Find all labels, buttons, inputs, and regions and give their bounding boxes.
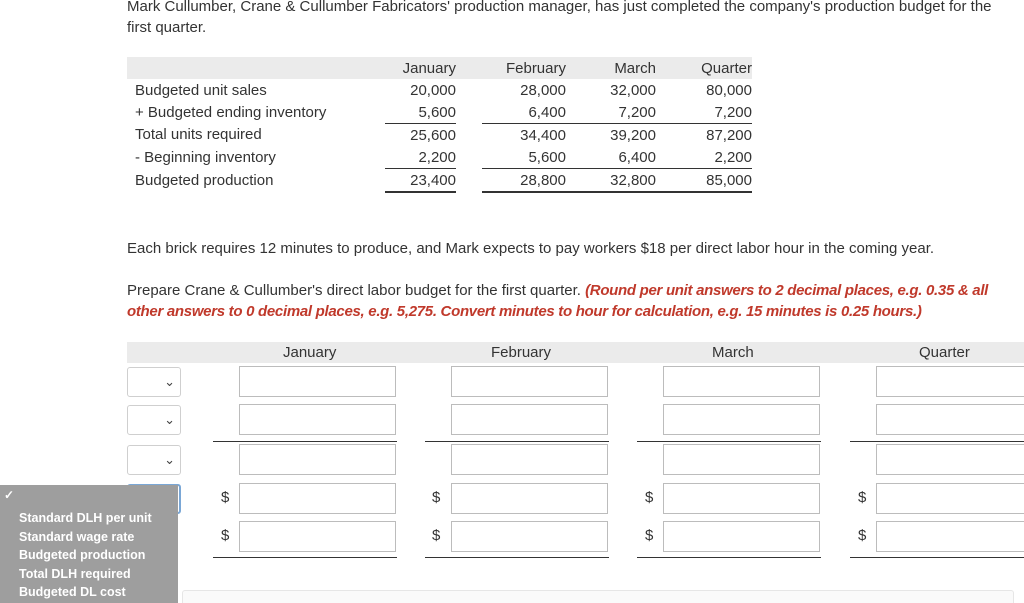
info-text: Each brick requires 12 minutes to produce, and Mark expects to pay workers $18 per direct labor hour in the coming year. [127, 240, 935, 257]
production-budget-header-row [127, 57, 752, 79]
row-label-select[interactable] [127, 367, 181, 397]
row-value: 28,000 [520, 81, 566, 99]
currency-symbol: $ [645, 527, 654, 544]
row-value: 5,600 [385, 101, 456, 124]
row-label-select[interactable] [127, 445, 181, 475]
production-budget-row [127, 124, 752, 147]
input-march-row4[interactable] [663, 483, 820, 514]
row-label: - Beginning inventory [135, 148, 276, 166]
input-february-row1[interactable] [451, 366, 608, 397]
input-january-row2[interactable] [239, 404, 396, 435]
row-value: 85,000 [656, 169, 752, 193]
header-february: February [482, 57, 566, 79]
row-value: 32,000 [610, 81, 656, 99]
instruction-text: Prepare Crane & Cullumber's direct labor budget for the first quarter. [127, 282, 581, 299]
row-value: 6,400 [482, 101, 566, 124]
production-budget-row [127, 79, 752, 101]
row-label-dropdown-menu [0, 485, 178, 603]
currency-symbol: $ [221, 489, 230, 506]
currency-symbol: $ [858, 489, 867, 506]
row-label-select[interactable] [127, 405, 181, 435]
dropdown-option[interactable]: Budgeted DL cost [19, 585, 126, 599]
chevron-down-icon: ⌄ [164, 452, 175, 467]
production-budget-row [127, 146, 752, 169]
total-rule [637, 441, 821, 442]
row-value: 23,400 [385, 169, 456, 193]
input-february-row4[interactable] [451, 483, 608, 514]
input-march-row5[interactable] [663, 521, 820, 552]
total-rule [425, 557, 609, 558]
row-value: 80,000 [706, 81, 752, 99]
row-label: Total units required [135, 126, 262, 144]
total-rule [850, 557, 1024, 558]
labor-budget-header-bar [127, 342, 1024, 363]
instruction-paragraph [127, 280, 1017, 322]
row-label: Budgeted production [135, 171, 274, 189]
input-january-row4[interactable] [239, 483, 396, 514]
input-march-row1[interactable] [663, 366, 820, 397]
input-march-row2[interactable] [663, 404, 820, 435]
row-value: 39,200 [610, 126, 656, 144]
labor-header-march: March [712, 344, 754, 361]
currency-symbol: $ [432, 489, 441, 506]
chevron-down-icon: ⌄ [164, 412, 175, 427]
row-value: 6,400 [566, 146, 656, 169]
row-value: 7,200 [656, 101, 752, 124]
input-quarter-row4[interactable] [876, 483, 1024, 514]
input-january-row5[interactable] [239, 521, 396, 552]
selected-check-icon: ✓ [4, 488, 15, 502]
input-february-row5[interactable] [451, 521, 608, 552]
production-budget-row [127, 169, 752, 193]
instruction-note: (Round per unit answers to 2 decimal places, e.g. 0.35 & all other answers to 0 decimal places, e.g. 5,275. Convert minutes to hour for calculation, e.g. 15 minutes is 0.25 hours.) [127, 282, 989, 320]
input-february-row3[interactable] [451, 444, 608, 475]
row-label: Budgeted unit sales [135, 81, 267, 99]
production-budget-table [127, 57, 752, 193]
header-march: March [566, 57, 656, 79]
labor-header-january: January [283, 344, 337, 361]
input-march-row3[interactable] [663, 444, 820, 475]
input-february-row2[interactable] [451, 404, 608, 435]
total-rule [637, 557, 821, 558]
input-quarter-row2[interactable] [876, 404, 1024, 435]
header-quarter: Quarter [656, 57, 752, 79]
total-rule [850, 441, 1024, 442]
total-rule [425, 441, 609, 442]
row-value: 7,200 [566, 101, 656, 124]
row-value: 5,600 [482, 146, 566, 169]
input-january-row3[interactable] [239, 444, 396, 475]
labor-header-quarter: Quarter [919, 344, 970, 361]
dropdown-option[interactable]: Standard wage rate [19, 529, 135, 544]
dropdown-option[interactable]: Total DLH required [19, 566, 131, 581]
currency-symbol: $ [432, 527, 441, 544]
production-budget-row [127, 101, 752, 124]
header-blank [127, 57, 385, 79]
intro-text: Mark Cullumber, Crane & Cullumber Fabricators' production manager, has just completed the company's production budget for the first quarter. [127, 0, 992, 36]
total-rule [213, 441, 397, 442]
labor-header-february: February [491, 344, 552, 361]
dropdown-option[interactable]: Standard DLH per unit [19, 511, 152, 525]
bottom-panel-edge [182, 590, 1014, 603]
input-quarter-row3[interactable] [876, 444, 1024, 475]
total-rule [213, 557, 397, 558]
row-value: 2,200 [385, 146, 456, 169]
row-value: 28,800 [482, 169, 566, 193]
row-value: 25,600 [410, 126, 456, 144]
input-january-row1[interactable] [239, 366, 396, 397]
input-quarter-row5[interactable] [876, 521, 1024, 552]
row-value: 2,200 [656, 146, 752, 169]
row-value: 20,000 [410, 81, 456, 99]
currency-symbol: $ [221, 527, 230, 544]
currency-symbol: $ [858, 527, 867, 544]
row-label: + Budgeted ending inventory [135, 103, 327, 121]
row-value: 32,800 [566, 169, 656, 193]
dropdown-option[interactable]: Budgeted production [19, 548, 146, 562]
chevron-down-icon: ⌄ [164, 374, 175, 389]
row-value: 87,200 [706, 126, 752, 144]
input-quarter-row1[interactable] [876, 366, 1024, 397]
currency-symbol: $ [645, 489, 654, 506]
header-january: January [385, 57, 456, 79]
row-value: 34,400 [520, 126, 566, 144]
